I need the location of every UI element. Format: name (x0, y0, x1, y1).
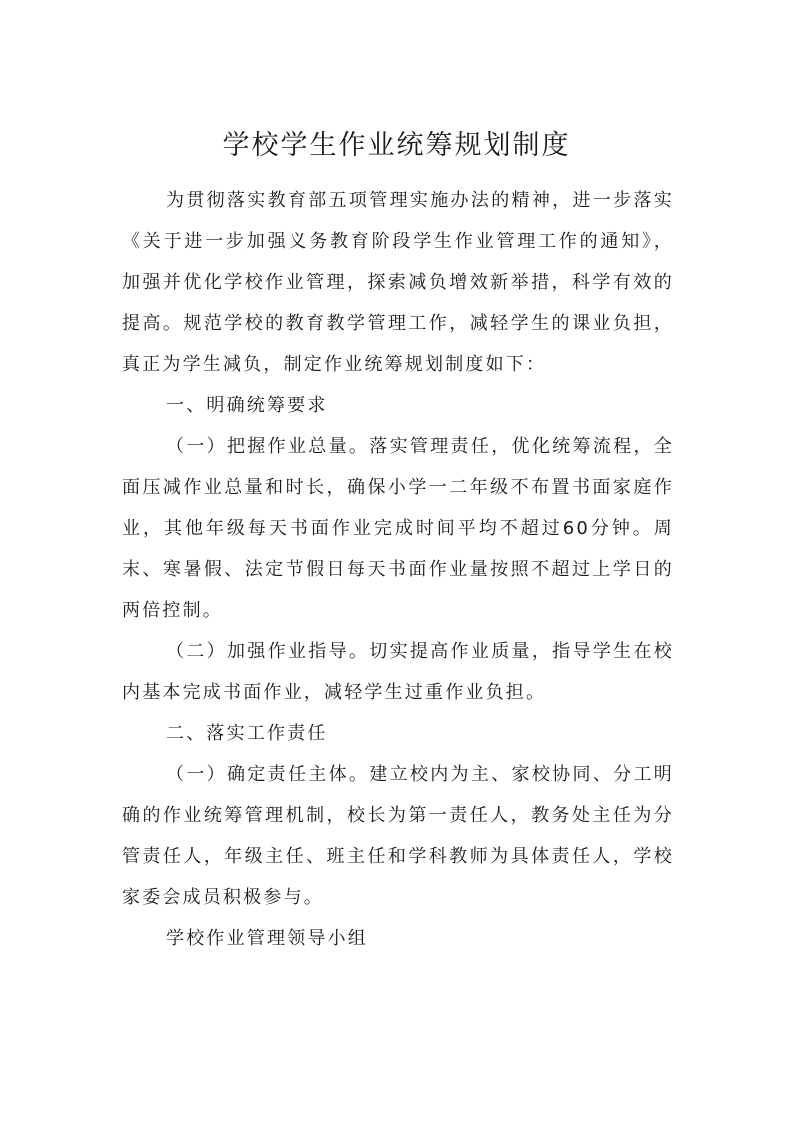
section-2-item-1: （一）确定责任主体。建立校内为主、家校协同、分工明确的作业统筹管理机制，校长为第一责任人，教务处主任为分管责任人，年级主任、班主任和学科教师为具体责任人，学校家委会成员积极参与。 (122, 764, 674, 908)
section-1-item-1: （一）把握作业总量。落实管理责任，优化统筹流程，全面压减作业总量和时长，确保小学一二年级不布置书面家庭作业，其他年级每天书面作业完成时间平均不超过60分钟。周末、寒暑假、法定节假日每天书面作业量按照不超过上学日的两倍控制。 (122, 436, 674, 621)
section-1-heading: 一、明确统筹要求 (166, 395, 328, 416)
section-1-item-2: （二）加强作业指导。切实提高作业质量，指导学生在校内基本完成书面作业，减轻学生过重作业负担。 (122, 641, 674, 703)
document-title: 学校学生作业统筹规划制度 (222, 130, 571, 161)
section-2-subheading: 学校作业管理领导小组 (166, 928, 368, 949)
document-body (122, 180, 674, 959)
intro-paragraph: 为贯彻落实教育部五项管理实施办法的精神，进一步落实《关于进一步加强义务教育阶段学生作业管理工作的通知》，加强并优化学校作业管理，探索减负增效新举措，科学有效的提高。规范学校的教育教学管理工作，减轻学生的课业负担，真正为学生减负，制定作业统筹规划制度如下： (122, 190, 674, 375)
section-2-heading: 二、落实工作责任 (166, 723, 328, 744)
